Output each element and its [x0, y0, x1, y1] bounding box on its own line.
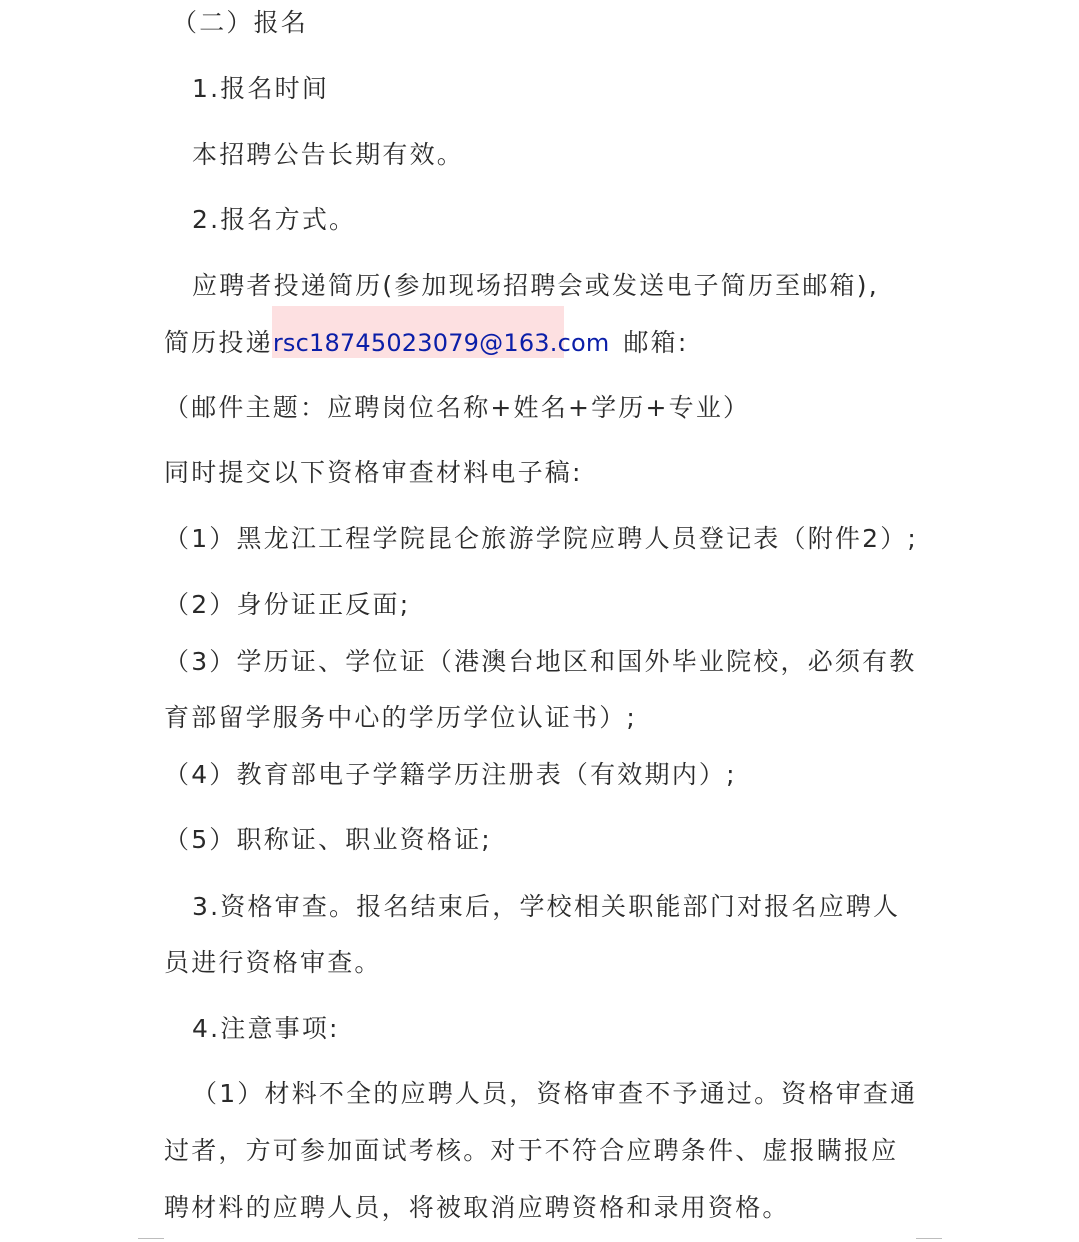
email-address[interactable]: rsc18745023079@163.com: [272, 329, 610, 357]
section-heading: （二）报名: [172, 8, 309, 37]
materials-intro: 同时提交以下资格审查材料电子稿:: [164, 458, 583, 487]
material-item-3-line-2: 育部留学服务中心的学历学位认证书）;: [164, 703, 638, 732]
registration-time-heading: 1.报名时间: [192, 74, 330, 103]
note-line-3: 聘材料的应聘人员，将被取消应聘资格和录用资格。: [164, 1193, 790, 1222]
note-line-1: （1）材料不全的应聘人员，资格审查不予通过。资格审查通: [192, 1079, 918, 1108]
registration-time-text: 本招聘公告长期有效。: [192, 140, 465, 169]
qualification-review-line-1: 3.资格审查。报名结束后，学校相关职能部门对报名应聘人: [192, 892, 901, 921]
registration-method-heading: 2.报名方式。: [192, 205, 357, 234]
registration-method-line-1: 应聘者投递简历(参加现场招聘会或发送电子简历至邮箱),: [192, 271, 879, 300]
page-corner-mark-right: [916, 1238, 942, 1239]
mail-subject-note: （邮件主题：应聘岗位名称+姓名+学历+专业）: [164, 393, 751, 422]
material-item-4: （4）教育部电子学籍学历注册表（有效期内）;: [164, 760, 737, 789]
material-item-3-line-1: （3）学历证、学位证（港澳台地区和国外毕业院校，必须有教: [164, 647, 917, 676]
email-prefix-text: 简历投递: [164, 328, 273, 357]
registration-method-line-2: [164, 326, 688, 360]
material-item-2: （2）身份证正反面;: [164, 590, 411, 619]
notes-heading: 4.注意事项:: [192, 1014, 340, 1043]
material-item-1: （1）黑龙江工程学院昆仑旅游学院应聘人员登记表（附件2）;: [164, 524, 919, 553]
page-corner-mark-left: [138, 1238, 164, 1239]
qualification-review-line-2: 员进行资格审查。: [164, 948, 382, 977]
note-line-2: 过者，方可参加面试考核。对于不符合应聘条件、虚报瞒报应: [164, 1136, 899, 1165]
email-suffix-text: 邮箱:: [623, 328, 689, 357]
material-item-5: （5）职称证、职业资格证;: [164, 825, 492, 854]
